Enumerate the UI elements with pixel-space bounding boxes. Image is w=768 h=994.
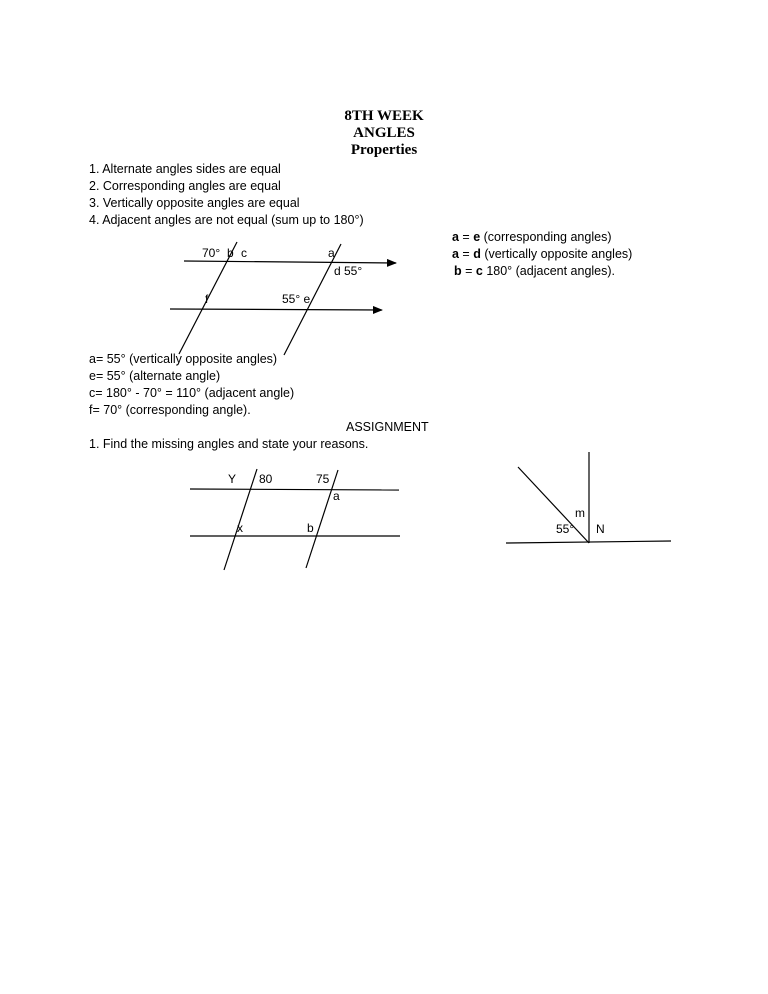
assignment-question: 1. Find the missing angles and state your reasons. (89, 437, 369, 451)
property-item: 4. Adjacent angles are not equal (sum up to 180°) (89, 213, 364, 227)
angle-80-label: 80 (259, 472, 273, 486)
angle-a-label: a (328, 246, 335, 260)
angle-N-label: N (596, 522, 605, 536)
relation-equals: = (458, 247, 474, 261)
relation-rest: 180° (adjacent angles). (482, 264, 616, 278)
relation-mid: e (473, 230, 481, 244)
slanted-line (518, 467, 589, 543)
section-title: Properties (350, 142, 418, 158)
relation-left: b (454, 264, 462, 278)
answer-item: f= 70° (corresponding angle). (89, 403, 251, 417)
parallel-line-top (184, 261, 396, 263)
relation-mid: c (475, 264, 483, 278)
angle-x-label: x (237, 521, 243, 535)
relation-mid: d (473, 247, 481, 261)
angle-a-label: a (333, 489, 340, 503)
property-item: 1. Alternate angles sides are equal (89, 162, 281, 176)
relation-left: a (452, 247, 459, 261)
angle-f-label: f (205, 292, 209, 306)
angle-b-label: b (227, 246, 234, 260)
angle-m-label: m (575, 506, 585, 520)
relation-rest: (vertically opposite angles) (480, 247, 633, 261)
relation-left: a (452, 230, 459, 244)
week-title: 8TH WEEK (344, 108, 424, 124)
relation-rest: (corresponding angles) (480, 230, 612, 244)
angle-55e-label: 55° e (282, 292, 311, 306)
topic-title: ANGLES (353, 125, 415, 141)
property-item: 2. Corresponding angles are equal (89, 179, 281, 193)
angle-70-label: 70° (202, 246, 221, 260)
angle-75-label: 75 (316, 472, 330, 486)
angle-Y-label: Y (228, 472, 237, 486)
angle-b-label: b (307, 521, 314, 535)
answer-item: c= 180° - 70° = 110° (adjacent angle) (89, 386, 295, 400)
answer-item: a= 55° (vertically opposite angles) (89, 352, 278, 366)
property-item: 3. Vertically opposite angles are equal (89, 196, 300, 210)
angle-d55-label: d 55° (334, 264, 363, 278)
relation-equals: = (461, 264, 476, 278)
assignment-heading: ASSIGNMENT (346, 420, 429, 434)
parallel-line-top (190, 489, 399, 490)
relation-equals: = (458, 230, 474, 244)
answer-item: e= 55° (alternate angle) (89, 369, 221, 383)
angle-c-label: c (241, 246, 247, 260)
angle-55-label: 55° (556, 522, 575, 536)
